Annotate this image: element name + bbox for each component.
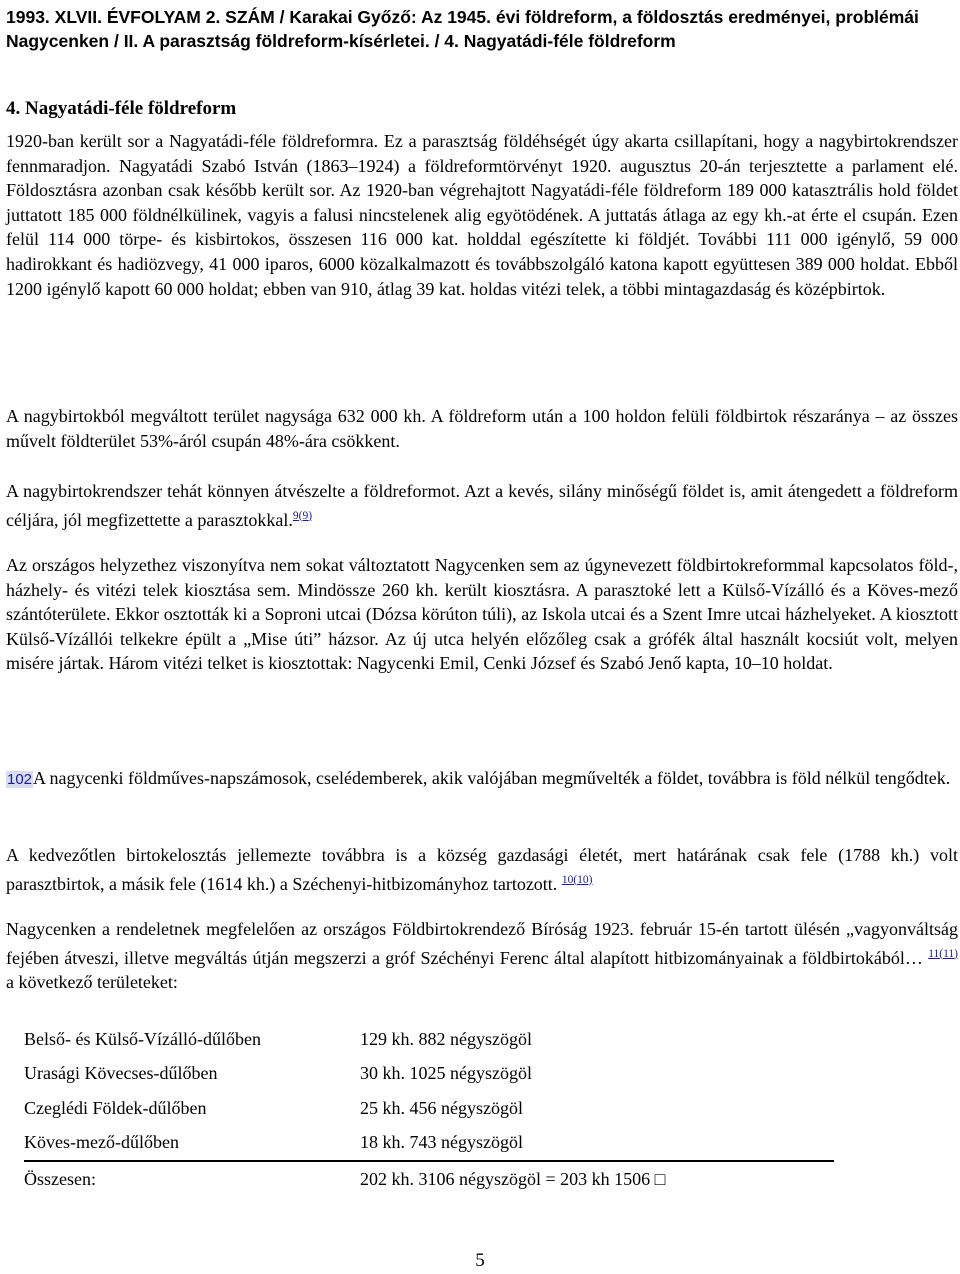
total-value: 202 kh. 3106 négyszögöl = 203 kh 1506 □ [360, 1161, 834, 1197]
table-row [24, 1057, 834, 1092]
page-number: 5 [475, 1250, 485, 1271]
parcel-area: 25 kh. 456 négyszögöl [360, 1097, 523, 1118]
paragraph-text-container [6, 917, 958, 995]
table-total-row [24, 1161, 834, 1197]
parcel-area: 30 kh. 1025 négyszögöl [360, 1063, 532, 1084]
paragraph-7 [6, 917, 958, 995]
original-page-marker[interactable]: 102 [7, 771, 33, 788]
table-row [24, 1022, 834, 1057]
parcel-area: 129 kh. 882 négyszögöl [360, 1028, 532, 1049]
paragraph-text-container [6, 479, 958, 532]
parcel-name: Urasági Kövecses-dűlőben [24, 1063, 218, 1084]
footnote-link-11[interactable]: 11(11) [928, 947, 959, 960]
total-label: Összesen: [24, 1161, 360, 1197]
paragraph-text-container [6, 843, 958, 896]
land-area-table [24, 1022, 834, 1197]
table-row [24, 1091, 834, 1126]
paragraph-text: A kedvezőtlen birtokelosztás jellemezte továbbra is a község gazdasági életét, mert határának csak fele (1788 kh.) volt parasztbirtok, a másik fele (1614 kh.) a Széchenyi-hitbizományhoz tartozott. [6, 845, 958, 894]
parcel-area: 18 kh. 743 négyszögöl [360, 1132, 523, 1153]
table-row [24, 1126, 834, 1162]
paragraph-2 [6, 404, 958, 453]
footnote-link-9[interactable]: 9(9) [292, 509, 313, 522]
footnote-link-10[interactable]: 10(10) [561, 873, 593, 886]
parcel-name: Czeglédi Földek-dűlőben [24, 1097, 207, 1118]
paragraph-4 [6, 553, 958, 676]
paragraph-6 [6, 843, 958, 896]
paragraph-text: Nagycenken a rendeletnek megfelelően az országos Földbirtokrendező Bíróság 1923. február 15-én tartott ülésén „vagyonváltság fejében átveszi, illetve megváltás útján megszerzi a gróf Széchényi Ferenc által alapított hitbizományainak a földbirtokából… [6, 919, 958, 968]
paragraph-text: A nagycenki földműves-napszámosok, cselédemberek, akik valójában megművelték a földet, továbbra is föld nélkül tengődtek. [33, 768, 951, 788]
paragraph-text: A nagybirtokrendszer tehát könnyen átvészelte a földreformot. Azt a kevés, silány minőségű földet is, amit átengedett a földreform céljára, jól megfizettette a parasztokkal. [6, 481, 958, 530]
paragraph-text: A nagybirtokból megváltott terület nagysága 632 000 kh. A földreform után a 100 holdon felüli földbirtok részaránya – az összes művelt földterület 53%-áról csupán 48%-ára csökkent. [6, 406, 958, 451]
paragraph-text-container [6, 766, 958, 793]
paragraph-1 [6, 129, 958, 301]
paragraph-3 [6, 479, 958, 532]
paragraph-text-continued: a következő területeket: [6, 972, 178, 993]
paragraph-text: Az országos helyzethez viszonyítva nem sokat változtatott Nagycenken sem az úgynevezett földbirtokreformmal kapcsolatos föld-, házhely- és vitézi telek kiosztása sem. Mindössze 260 kh. került kiosztásra. A parasztoké lett a Külső-Vízálló és a Köves-mező szántóterülete. Ekkor osztották ki a Soproni utcai (Dózsa körúton túli), az Iskola utcai és a Szent Imre utcai házhelyeket. A kiosztott Külső-Vízállói telkekre épült a „Mise úti” házsor. Az új utca helyén előzőleg csak a grófék által használt kocsiút volt, melyen misére jártak. Három vitézi telket is kiosztottak: Nagycenki Emil, Cenki József és Szabó Jenő kapta, 10–10 holdat. [6, 555, 958, 674]
parcel-name: Köves-mező-dűlőben [24, 1132, 179, 1153]
running-header [6, 5, 936, 53]
section-title: 4. Nagyatádi-féle földreform [6, 98, 237, 119]
parcel-name: Belső- és Külső-Vízálló-dűlőben [24, 1028, 261, 1049]
paragraph-text: 1920-ban került sor a Nagyatádi-féle földreformra. Ez a parasztság földéhségét úgy akarta csillapítani, hogy a nagybirtokrendszer fennmaradjon. Nagyatádi Szabó István (1863–1924) a földreformtörvényt 1920. augusztus 20-án terjesztette a parlament elé. Földosztásra azonban csak később került sor. Az 1920-ban végrehajtott Nagyatádi-féle földreform 189 000 katasztrális hold földet juttatott 185 000 földnélkülinek, vagyis a falusi nincstelenek alig egyötödének. A juttatás átlaga az egy kh.-at érte el csupán. Ezen felül 114 000 törpe- és kisbirtokos, összesen 116 000 kat. holddal egészítette ki földjét. További 111 000 igénylő, 59 000 hadirokkant és hadiözvegy, 41 000 iparos, 6000 közalkalmazott és továbbszolgáló katona kapott együttesen 389 000 holdat. Ebből 1200 igénylő kapott 60 000 holdat; ebben van 910, átlag 39 kat. holdas vitézi telek, a többi mintagazdaság és középbirtok. [6, 131, 958, 299]
header-text: 1993. XLVII. ÉVFOLYAM 2. SZÁM / Karakai Győző: Az 1945. évi földreform, a földosztás eredményei, problémái Nagycenken / II. A parasztság földreform-kísérletei. / 4. Nagyatádi-féle földreform [6, 7, 919, 51]
paragraph-5 [6, 766, 958, 793]
